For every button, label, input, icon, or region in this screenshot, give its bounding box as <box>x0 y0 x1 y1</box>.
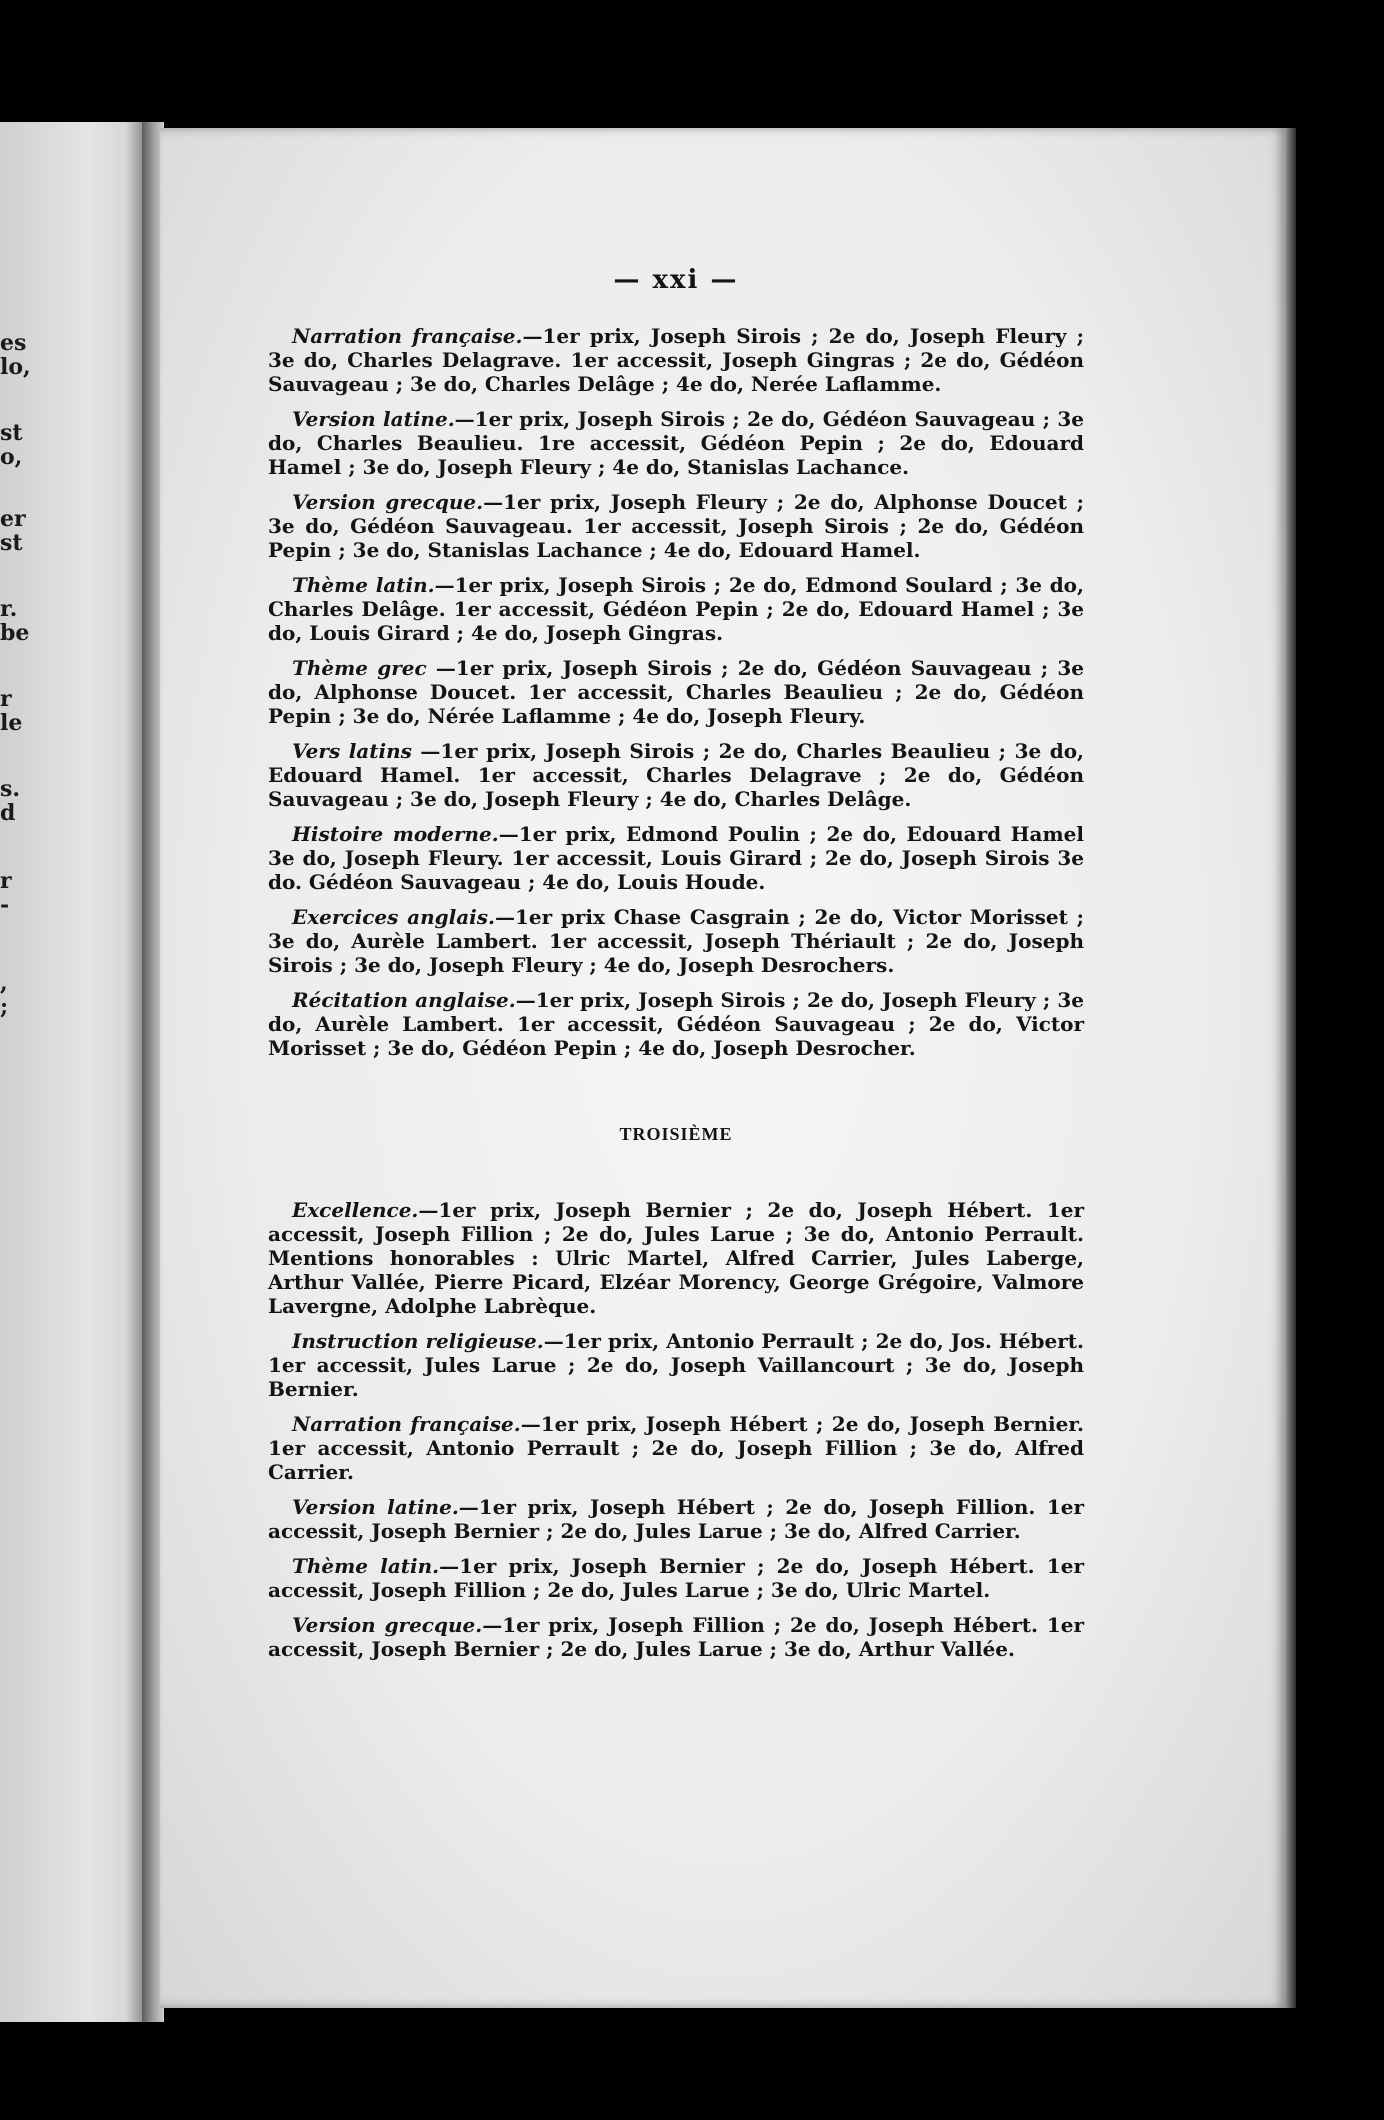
prize-winners: —1er prix, Joseph Sirois ; 2e do, Edmond Soulard ; 3e do, Charles Delâge. 1er accessit, Gédéon Pepin ; 2e do, Edouard Hamel ; 3e do, Louis Girard ; 4e do, Joseph Gingras. <box>268 573 1084 645</box>
prize-subject: Narration française. <box>292 1412 521 1436</box>
prize-subject: Vers latins <box>292 739 412 763</box>
prize-subject: Excellence. <box>292 1198 419 1222</box>
prize-winners: —1er prix, Joseph Fleury ; 2e do, Alphonse Doucet ; 3e do, Gédéon Sauvageau. 1er accessit, Joseph Sirois ; 2e do, Gédéon Pepin ; 3e do, Stanislas Lachance ; 4e do, Edouard Hamel. <box>268 490 1084 562</box>
prize-winners: —1er prix, Joseph Hébert ; 2e do, Joseph Fillion. 1er accessit, Joseph Bernier ; 2e do, Jules Larue ; 3e do, Alfred Carrier. <box>268 1495 1084 1543</box>
prize-entry <box>268 573 1084 645</box>
prize-winners: —1er prix, Joseph Fillion ; 2e do, Joseph Hébert. 1er accessit, Joseph Bernier ; 2e do, Jules Larue ; 3e do, Arthur Vallée. <box>268 1613 1084 1661</box>
prize-subject: Instruction religieuse. <box>292 1329 544 1353</box>
left-fragment: lo, <box>0 354 31 380</box>
prize-entry <box>268 1495 1084 1543</box>
prize-entry <box>268 324 1084 396</box>
prize-subject: Thème latin. <box>292 1554 440 1578</box>
left-fragment: - <box>0 892 10 918</box>
prize-list-troisieme <box>268 1198 1084 1661</box>
prize-winners: —1er prix, Antonio Perrault ; 2e do, Jos. Hébert. 1er accessit, Jules Larue ; 2e do, Joseph Vaillancourt ; 3e do, Joseph Bernier. <box>268 1329 1084 1401</box>
prize-entry <box>268 490 1084 562</box>
prize-entry <box>268 407 1084 479</box>
prize-entry <box>268 988 1084 1060</box>
prize-subject: Narration française. <box>292 324 523 348</box>
prize-subject: Thème grec <box>292 656 427 680</box>
left-fragment: es <box>0 330 27 356</box>
left-fragment: ; <box>0 994 9 1020</box>
left-fragment: er <box>0 506 26 532</box>
left-fragment: r <box>0 868 12 894</box>
prize-subject: Version grecque. <box>292 1613 483 1637</box>
prize-entry <box>268 1412 1084 1484</box>
prize-subject: Version latine. <box>292 1495 459 1519</box>
prize-subject: Récitation anglaise. <box>292 988 516 1012</box>
prize-winners: —1er prix Chase Casgrain ; 2e do, Victor Morisset ; 3e do, Aurèle Lambert. 1er accessit, Joseph Thériault ; 2e do, Joseph Sirois ; 3e do, Joseph Fleury ; 4e do, Joseph Desrochers. <box>268 905 1084 977</box>
prize-entry <box>268 656 1084 728</box>
prize-entry <box>268 1198 1084 1318</box>
prize-entry <box>268 1613 1084 1661</box>
prize-winners: —1er prix, Joseph Bernier ; 2e do, Joseph Hébert. 1er accessit, Joseph Fillion ; 2e do, Jules Larue ; 3e do, Antonio Perrault. Mentions honorables : Ulric Martel, Alfred Carrier, Jules Laberge, Arthur Vallée, Pierre Picard, Elzéar Morency, George Grégoire, Valmore Lavergne, Adolphe Labrèque. <box>268 1198 1084 1318</box>
prize-entry <box>268 822 1084 894</box>
left-fragment: st <box>0 530 23 556</box>
prize-entry <box>268 739 1084 811</box>
left-fragment: st <box>0 420 23 446</box>
prize-list-seconde <box>268 324 1084 1060</box>
left-fragment: le <box>0 710 23 736</box>
prize-subject: Exercices anglais. <box>292 905 495 929</box>
left-page-edge <box>0 122 148 2022</box>
section-heading: TROISIÈME <box>619 1124 733 1144</box>
prize-entry <box>268 1329 1084 1401</box>
prize-subject: Version grecque. <box>292 490 484 514</box>
prize-winners: —1er prix, Joseph Bernier ; 2e do, Joseph Hébert. 1er accessit, Joseph Fillion ; 2e do, Jules Larue ; 3e do, Ulric Martel. <box>268 1554 1084 1602</box>
left-fragment: s. <box>0 776 21 802</box>
prize-entry <box>268 905 1084 977</box>
left-fragment: r. <box>0 596 18 622</box>
left-fragment: be <box>0 620 30 646</box>
left-fragment: o, <box>0 444 23 470</box>
prize-subject: Histoire moderne. <box>292 822 499 846</box>
left-fragment: , <box>0 970 8 996</box>
prize-winners: —1er prix, Joseph Hébert ; 2e do, Joseph Bernier. 1er accessit, Antonio Perrault ; 2e do, Joseph Fillion ; 3e do, Alfred Carrier. <box>268 1412 1084 1484</box>
prize-winners: —1er prix, Joseph Sirois ; 2e do, Gédéon Sauvageau ; 3e do, Alphonse Doucet. 1er accessit, Charles Beaulieu ; 2e do, Gédéon Pepin ; 3e do, Nérée Laflamme ; 4e do, Joseph Fleury. <box>268 656 1085 728</box>
prize-subject: Version latine. <box>292 407 455 431</box>
page-number: — xxi — <box>613 265 739 295</box>
prize-winners: —1er prix, Joseph Sirois ; 2e do, Joseph Fleury ; 3e do, Charles Delagrave. 1er accessit, Joseph Gingras ; 2e do, Gédéon Sauvageau ; 3e do, Charles Delâge ; 4e do, Nerée Laflamme. <box>268 324 1084 396</box>
prize-subject: Thème latin. <box>292 573 435 597</box>
left-fragment: d <box>0 800 16 826</box>
prize-entry <box>268 1554 1084 1602</box>
prize-winners: —1er prix, Joseph Sirois ; 2e do, Joseph Fleury ; 3e do, Aurèle Lambert. 1er accessit, Gédéon Sauvageau ; 2e do, Victor Morisset ; 3e do, Gédéon Pepin ; 4e do, Joseph Desrocher. <box>268 988 1084 1060</box>
page-content <box>268 265 1085 1672</box>
left-fragment: r <box>0 686 12 712</box>
page-edge-shadow <box>1286 128 1296 2008</box>
prize-winners: —1er prix, Joseph Sirois ; 2e do, Charles Beaulieu ; 3e do, Edouard Hamel. 1er accessit, Charles Delagrave ; 2e do, Gédéon Sauvageau ; 3e do, Joseph Fleury ; 4e do, Charles Delâge. <box>268 739 1084 811</box>
prize-winners: —1er prix, Joseph Sirois ; 2e do, Gédéon Sauvageau ; 3e do, Charles Beaulieu. 1re accessit, Gédéon Pepin ; 2e do, Edouard Hamel ; 3e do, Joseph Fleury ; 4e do, Stanislas Lachance. <box>268 407 1084 479</box>
prize-winners: —1er prix, Edmond Poulin ; 2e do, Edouard Hamel 3e do, Joseph Fleury. 1er accessit, Louis Girard ; 2e do, Joseph Sirois 3e do. Gédéon Sauvageau ; 4e do, Louis Houde. <box>268 822 1084 894</box>
